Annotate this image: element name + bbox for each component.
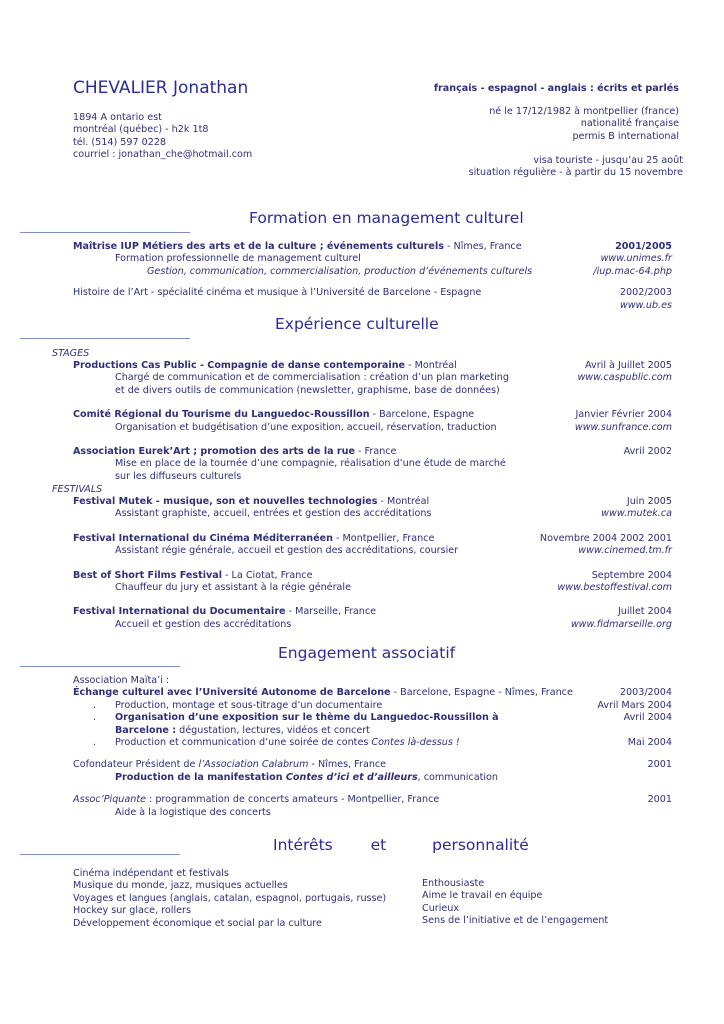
- degree-detail: Gestion, communication, commercialisation, production d’événements culturels: [147, 265, 533, 277]
- situation-line: situation régulière - à partir du 15 novembre: [468, 167, 683, 179]
- job-desc: et de divers outils de communication (newsletter, graphisme, base de données): [115, 384, 500, 396]
- role-detail: , communication: [417, 771, 498, 783]
- bullet-date: Avril 2004: [623, 712, 672, 724]
- personality-item: Enthousiaste: [422, 878, 485, 889]
- degree-detail: Formation professionnelle de management culturel: [115, 253, 361, 265]
- interest-item: Développement économique et social par la culture: [73, 917, 322, 929]
- festivals-label: FESTIVALS: [52, 484, 103, 495]
- festival-url-link[interactable]: www.fidmarseille.org: [570, 618, 672, 630]
- bullet-text: Organisation d’une exposition sur le thème du Languedoc-Roussillon à: [115, 712, 499, 724]
- section-divider: [20, 854, 180, 855]
- exchange-date: 2003/2004: [619, 687, 672, 699]
- bullet-date: Mai 2004: [627, 736, 672, 748]
- languages: français - espagnol - anglais : écrits et parlés: [433, 83, 679, 94]
- festival-name: Festival Mutek - musique, son et nouvelles technologies: [73, 496, 378, 507]
- formation-list: [73, 241, 672, 312]
- bullet-text: dégustation, lectures, vidéos et concert: [176, 724, 370, 736]
- visa-status: [469, 155, 683, 180]
- bullet-text: Production, montage et sous-titrage d’un documentaire: [115, 699, 383, 711]
- personality-item: Aime le travail en équipe: [422, 890, 543, 902]
- email-line: courriel : jonathan_che@hotmail.com: [73, 149, 253, 161]
- degree-url-link[interactable]: www.unimes.fr: [600, 253, 672, 265]
- bullet-text: Barcelone :: [115, 724, 177, 736]
- title-word: Intérêts: [273, 836, 333, 854]
- study-url-link[interactable]: www.ub.es: [619, 299, 672, 311]
- degree-url-link[interactable]: /iup.mac-64.php: [593, 265, 672, 277]
- stages-list: [73, 360, 672, 483]
- job-desc: Mise en place de la tournée d’une compagnie, réalisation d’une étude de marché: [115, 458, 506, 470]
- interest-item: Voyages et langues (anglais, catalan, espagnol, portugais, russe): [73, 892, 387, 904]
- personality-list: [422, 878, 608, 928]
- festival-date: Juillet 2004: [617, 606, 672, 618]
- role-detail: Aide à la logistique des concerts: [115, 806, 271, 818]
- festival-url-link[interactable]: www.mutek.ca: [601, 508, 672, 520]
- personality-item: Curieux: [422, 902, 460, 914]
- bullet-dot: .: [93, 699, 97, 711]
- bullet-text: Contes là-dessus !: [371, 736, 460, 748]
- bullet-dot: .: [93, 712, 97, 724]
- association-name: Assoc’Piquante: [73, 794, 146, 806]
- exchange-title: Échange culturel avec l’Université Autonome de Barcelone: [73, 687, 391, 699]
- org-name: Productions Cas Public - Compagnie de danse contemporaine: [73, 360, 406, 371]
- festival-url-link[interactable]: www.cinemed.tm.fr: [578, 545, 672, 557]
- engagement-list: [73, 675, 672, 819]
- association-label: Association Maïta’i :: [73, 675, 170, 686]
- festival-name: Best of Short Films Festival: [73, 569, 222, 581]
- interests-list: [73, 868, 386, 930]
- personal-info: [489, 106, 679, 143]
- degree-date: 2001/2005: [615, 241, 672, 252]
- exchange-place: - Barcelone, Espagne - Nîmes, France: [390, 687, 573, 699]
- role-text: : programmation de concerts amateurs - Montpellier, France: [146, 794, 440, 806]
- section-title-engagement: Engagement associatif: [278, 644, 456, 662]
- stages-label: STAGES: [52, 348, 90, 359]
- nationality-line: nationalité française: [580, 118, 679, 130]
- job-date: Avril à Juillet 2005: [585, 360, 672, 371]
- job-desc: Chargé de communication et de commercialisation : création d’un plan marketing: [115, 372, 509, 384]
- org-place: - France: [355, 445, 397, 457]
- org-name: Association Eurek’Art ; promotion des arts de la rue: [73, 445, 355, 457]
- festival-date: Juin 2005: [626, 496, 672, 507]
- festival-place: - Marseille, France: [285, 606, 377, 618]
- formation-item-2: [73, 287, 672, 299]
- org-url-link[interactable]: www.sunfrance.com: [574, 421, 672, 433]
- festival-date: Septembre 2004: [591, 569, 672, 581]
- interest-item: Musique du monde, jazz, musiques actuelles: [73, 880, 288, 892]
- festival-date: Novembre 2004 2002 2001: [539, 532, 672, 544]
- festivals-list: [73, 496, 672, 631]
- section-title-experience: Expérience culturelle: [275, 315, 439, 333]
- festival-desc: Accueil et gestion des accréditations: [115, 618, 292, 630]
- address-line: montréal (québec) - h2k 1t8: [73, 124, 209, 136]
- bullet-text: Production et communication d’une soirée de contes: [115, 736, 372, 748]
- bullet-date: Avril Mars 2004: [597, 699, 672, 711]
- degree-title: Maîtrise IUP Métiers des arts et de la culture ; événements culturels: [73, 241, 444, 252]
- bullet-dot: .: [93, 736, 97, 748]
- section-title-formation: Formation en management culturel: [249, 209, 524, 227]
- festival-place: - Montpellier, France: [332, 532, 435, 544]
- festival-desc: Assistant régie générale, accueil et gestion des accréditations, coursier: [115, 545, 459, 557]
- address-line: 1894 A ontario est: [73, 112, 162, 123]
- festival-name: Festival International du Cinéma Méditerranéen: [73, 532, 333, 544]
- role-text: Cofondateur Président de: [73, 759, 199, 771]
- role-date: 2001: [647, 794, 672, 806]
- org-name: Comité Régional du Tourisme du Languedoc-Roussillon: [73, 409, 370, 421]
- festival-place: - La Ciotat, France: [222, 569, 313, 581]
- address-block: [73, 112, 252, 162]
- interest-item: Hockey sur glace, rollers: [73, 905, 191, 917]
- interest-item: Cinéma indépendant et festivals: [73, 868, 229, 879]
- title-word: et: [370, 836, 387, 854]
- formation-item-1: [73, 241, 672, 253]
- org-url-link[interactable]: www.caspublic.com: [577, 372, 672, 384]
- role-date: 2001: [647, 759, 672, 771]
- license-line: permis B international: [572, 130, 679, 142]
- role-place: - Nîmes, France: [308, 759, 387, 771]
- title-word: personnalité: [432, 836, 529, 854]
- birth-line: né le 17/12/1982 à montpellier (france): [489, 106, 679, 117]
- org-place: - Barcelone, Espagne: [369, 409, 475, 421]
- candidate-name: CHEVALIER Jonathan: [73, 78, 249, 98]
- org-place: - Montréal: [405, 360, 457, 371]
- job-date: Avril 2002: [623, 445, 672, 457]
- festival-url-link[interactable]: www.bestoffestival.com: [557, 581, 672, 593]
- section-divider: [20, 666, 180, 667]
- festival-desc: Chauffeur du jury et assistant à la régie générale: [115, 581, 351, 593]
- job-desc: Organisation et budgétisation d’une exposition, accueil, réservation, traduction: [115, 421, 497, 433]
- study-date: 2002/2003: [619, 287, 672, 299]
- event-name: Contes d’ici et d’ailleurs: [285, 771, 418, 783]
- festival-name: Festival International du Documentaire: [73, 606, 286, 618]
- section-title-interests: [273, 836, 529, 854]
- festival-desc: Assistant graphiste, accueil, entrées et gestion des accréditations: [115, 508, 432, 520]
- festival-place: - Montréal: [377, 496, 430, 507]
- degree-place: - Nîmes, France: [443, 241, 522, 252]
- visa-line: visa touriste - jusqu’au 25 août: [533, 155, 683, 166]
- study-title: Histoire de l’Art - spécialité cinéma et musique à l’Université de Barcelone - Espagne: [73, 287, 482, 299]
- job-desc: sur les diffuseurs culturels: [115, 470, 242, 482]
- job-date: Janvier Février 2004: [575, 409, 672, 421]
- section-divider: [20, 338, 190, 339]
- role-detail: Production de la manifestation: [115, 771, 286, 783]
- phone-line: tél. (514) 597 0228: [73, 136, 167, 148]
- association-name: l’Association Calabrum: [198, 759, 309, 771]
- personality-item: Sens de l’initiative et de l’engagement: [422, 915, 609, 927]
- section-divider: [20, 232, 190, 233]
